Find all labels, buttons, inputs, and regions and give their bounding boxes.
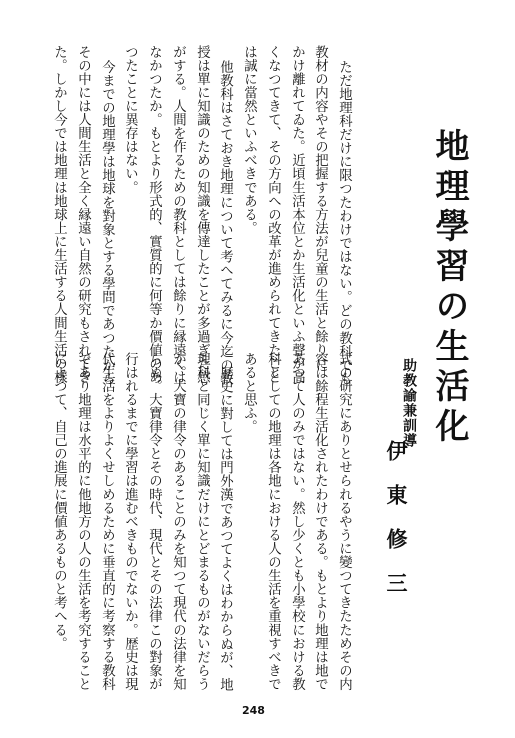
upper-column-13: た。しかし今では地理は地球上に生活する人間生活の樣 [51, 45, 67, 384]
upper-column-4: くなつてきて、その方向への改革が進められてきたこと [265, 45, 281, 384]
upper-column-1: ただ地理科だけに限つたわけではない。どの教科でも [336, 60, 352, 386]
article-title: 地理學習の生活化 [429, 128, 469, 448]
lower-column-3: あつて人のみではない。然し少くとも小學校における教 [289, 352, 305, 691]
lower-column-7: 理科と同じく單に知識だけにとどまるものがないだらう [194, 352, 210, 691]
lower-column-13: によつて、自己の進展に價値あるものと考へる。 [51, 352, 67, 651]
lower-column-11: 代生活をよりよくせしめるために垂直的に考察する教科 [99, 352, 115, 691]
lower-column-6: 歴史に對しては門外漢であつてよくはわからぬが、地 [217, 366, 233, 692]
upper-column-2: 教材の内容やその把握する方法が兒童の生活と餘りに [312, 45, 328, 371]
lower-column-4: 科としての地理は各地における人の生活を重視すべきで [265, 352, 281, 691]
upper-column-3: かけ離れてゐた。近頃生活本位とか生活化といふ聲が高 [289, 45, 305, 384]
upper-column-9: なかつたか。もとより形式的、實質的に何等か價値のあ [146, 45, 162, 384]
upper-column-7: 授は單に知識のための知識を傳達したことが多過ぎた感 [194, 45, 210, 384]
lower-column-2: 容は餘程生活化されたわけである。もとより地理は地で [312, 352, 328, 691]
lower-column-9: らぬ。大寶律令とその時代、現代とその法律この對象が [146, 352, 162, 691]
upper-column-6: 他教科はさておき地理について考へてみるに今迄の教 [217, 60, 233, 386]
upper-column-5: は誠に當然といふべきである。 [241, 45, 257, 235]
upper-column-12: その中には人間生活と全く縁遠い自然の研究もされてき [75, 45, 91, 384]
author-name: 伊東修三 [384, 440, 409, 616]
lower-column-10: 行はれるまでに學習は進むべきものでないか。歴史は現 [122, 352, 138, 691]
lower-column-12: であり地理は水平的に他地方の人の生活を考究すること [75, 352, 91, 691]
author-role: 助教諭兼訓導 [401, 358, 417, 448]
lower-column-1: 式の研究にありとせられるやうに變つてきたためその内 [336, 352, 352, 691]
page-number: 248 [242, 704, 265, 717]
lower-column-8: か。大寶の律令のあることのみを知つて現代の法律を知 [170, 352, 186, 691]
upper-column-10: つたことに異存はない。 [122, 45, 138, 195]
upper-column-11: 今までの地理學は地球を對象とする學問であつたから [99, 60, 115, 386]
lower-column-5: あると思ふ。 [241, 352, 257, 434]
upper-column-8: がする。人間を作るための教科としては餘りに縁遠くは [170, 45, 186, 384]
